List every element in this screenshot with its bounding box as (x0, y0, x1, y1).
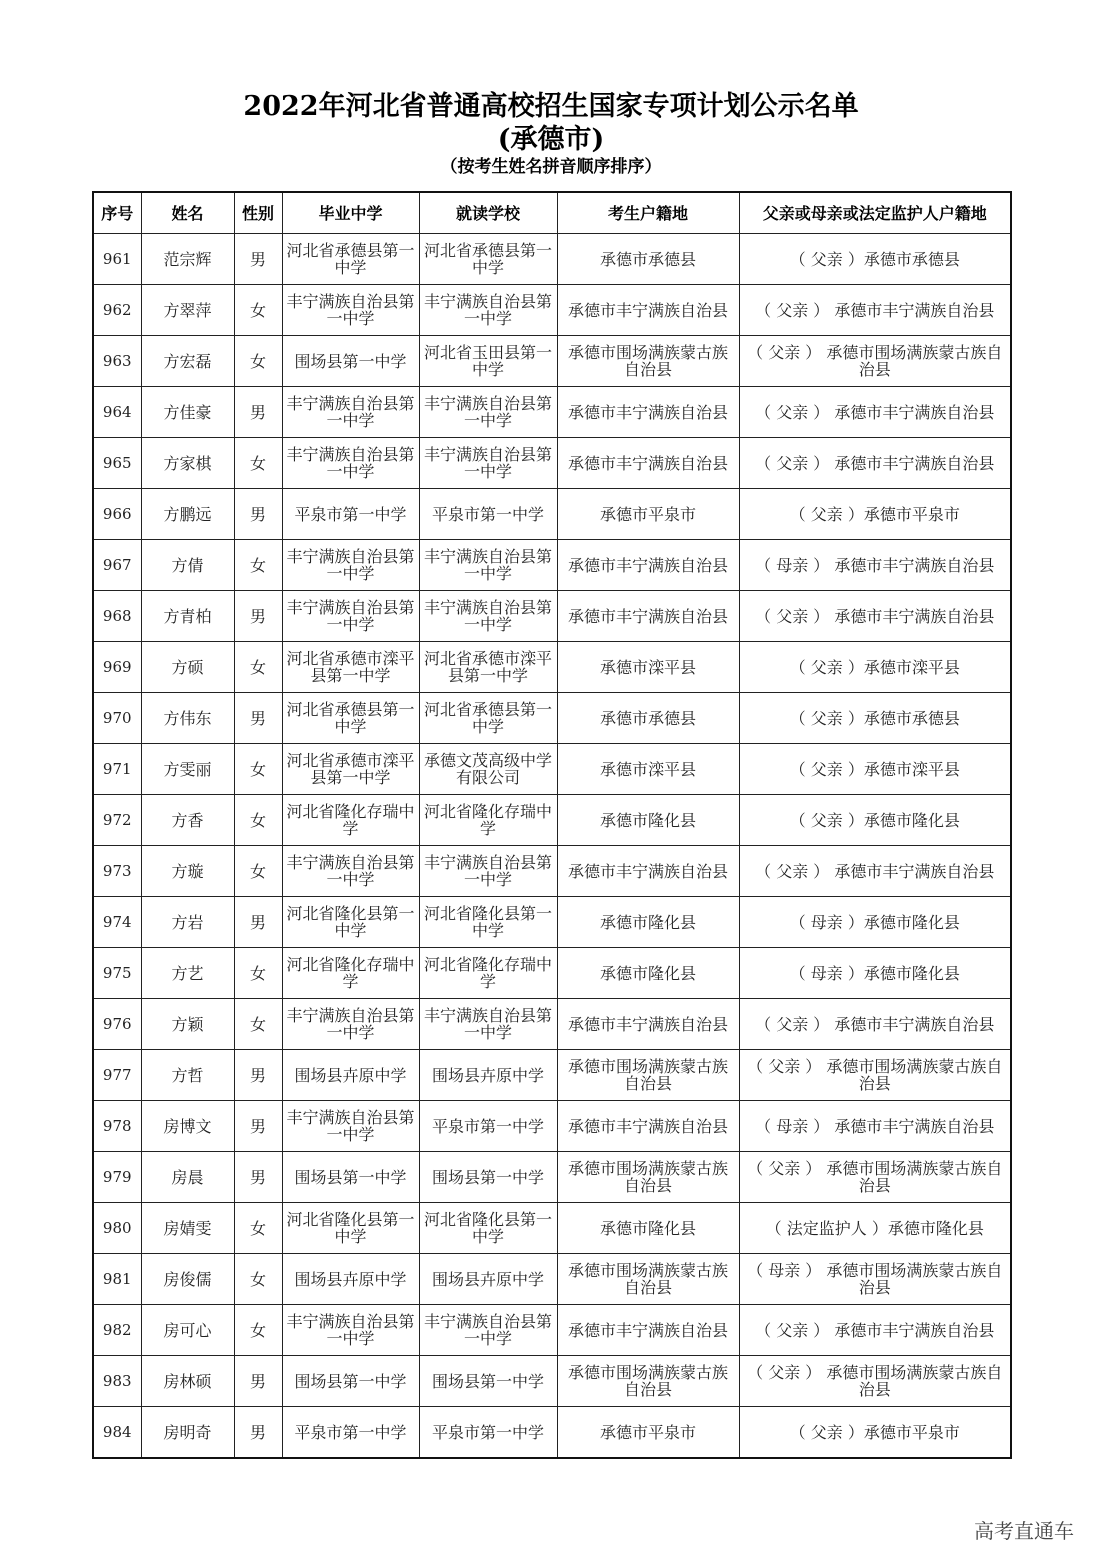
cell-gender: 女 (234, 795, 282, 846)
cell-current-school: 河北省隆化存瑞中学 (419, 948, 557, 999)
cell-name: 方艺 (141, 948, 234, 999)
cell-gender: 男 (234, 234, 282, 285)
cell-current-school: 丰宁满族自治县第一中学 (419, 540, 557, 591)
cell-gender: 女 (234, 540, 282, 591)
cell-current-school: 河北省隆化存瑞中学 (419, 795, 557, 846)
cell-index: 973 (93, 846, 141, 897)
cell-name: 房婧雯 (141, 1203, 234, 1254)
table-row (93, 1152, 1011, 1203)
table-row (93, 1203, 1011, 1254)
cell-gender: 女 (234, 948, 282, 999)
cell-guardian-hukou: （ 父亲 ）承德市承德县 (739, 234, 1011, 285)
cell-index: 963 (93, 336, 141, 387)
cell-student-hukou: 承德市丰宁满族自治县 (557, 999, 739, 1050)
cell-name: 方佳豪 (141, 387, 234, 438)
cell-gender: 男 (234, 387, 282, 438)
cell-guardian-hukou: （ 父亲 ）承德市承德县 (739, 693, 1011, 744)
cell-gender: 女 (234, 642, 282, 693)
cell-student-hukou: 承德市平泉市 (557, 1407, 739, 1459)
cell-current-school: 河北省承德县第一中学 (419, 234, 557, 285)
cell-name: 方青柏 (141, 591, 234, 642)
header-row (93, 192, 1011, 234)
table-row (93, 1356, 1011, 1407)
cell-name: 房明奇 (141, 1407, 234, 1459)
cell-gender: 男 (234, 1356, 282, 1407)
cell-graduated-school: 丰宁满族自治县第一中学 (282, 1305, 419, 1356)
cell-index: 983 (93, 1356, 141, 1407)
cell-current-school: 围场县第一中学 (419, 1152, 557, 1203)
cell-guardian-hukou: （ 母亲 ）承德市隆化县 (739, 897, 1011, 948)
cell-name: 方香 (141, 795, 234, 846)
cell-graduated-school: 河北省隆化县第一中学 (282, 1203, 419, 1254)
roster-table (92, 191, 1012, 1459)
cell-current-school: 河北省隆化县第一中学 (419, 897, 557, 948)
cell-student-hukou: 承德市围场满族蒙古族自治县 (557, 1254, 739, 1305)
table-row (93, 795, 1011, 846)
table-row (93, 285, 1011, 336)
cell-student-hukou: 承德市丰宁满族自治县 (557, 540, 739, 591)
cell-name: 方颖 (141, 999, 234, 1050)
cell-index: 964 (93, 387, 141, 438)
table-row (93, 744, 1011, 795)
cell-index: 979 (93, 1152, 141, 1203)
table-row (93, 846, 1011, 897)
cell-student-hukou: 承德市丰宁满族自治县 (557, 591, 739, 642)
cell-graduated-school: 围场县第一中学 (282, 336, 419, 387)
col-header-guardian-hukou: 父亲或母亲或法定监护人户籍地 (739, 192, 1011, 234)
table-row (93, 999, 1011, 1050)
cell-current-school: 丰宁满族自治县第一中学 (419, 387, 557, 438)
cell-gender: 男 (234, 693, 282, 744)
cell-current-school: 河北省承德市滦平县第一中学 (419, 642, 557, 693)
cell-graduated-school: 河北省承德县第一中学 (282, 693, 419, 744)
table-row (93, 897, 1011, 948)
cell-gender: 男 (234, 1101, 282, 1152)
cell-index: 976 (93, 999, 141, 1050)
cell-graduated-school: 丰宁满族自治县第一中学 (282, 285, 419, 336)
cell-guardian-hukou: （ 父亲 ） 承德市围场满族蒙古族自治县 (739, 1050, 1011, 1101)
cell-gender: 男 (234, 1407, 282, 1459)
cell-index: 978 (93, 1101, 141, 1152)
cell-index: 984 (93, 1407, 141, 1459)
cell-current-school: 围场县卉原中学 (419, 1050, 557, 1101)
cell-name: 方倩 (141, 540, 234, 591)
cell-student-hukou: 承德市丰宁满族自治县 (557, 846, 739, 897)
cell-student-hukou: 承德市滦平县 (557, 642, 739, 693)
cell-name: 房林硕 (141, 1356, 234, 1407)
cell-student-hukou: 承德市丰宁满族自治县 (557, 1305, 739, 1356)
cell-name: 方家棋 (141, 438, 234, 489)
cell-gender: 女 (234, 438, 282, 489)
cell-index: 966 (93, 489, 141, 540)
table-row (93, 1050, 1011, 1101)
cell-current-school: 丰宁满族自治县第一中学 (419, 999, 557, 1050)
cell-current-school: 河北省隆化县第一中学 (419, 1203, 557, 1254)
table-row (93, 1101, 1011, 1152)
cell-index: 977 (93, 1050, 141, 1101)
cell-graduated-school: 围场县第一中学 (282, 1152, 419, 1203)
cell-current-school: 围场县卉原中学 (419, 1254, 557, 1305)
cell-guardian-hukou: （ 父亲 ） 承德市丰宁满族自治县 (739, 438, 1011, 489)
cell-name: 方鹏远 (141, 489, 234, 540)
cell-guardian-hukou: （ 法定监护人 ）承德市隆化县 (739, 1203, 1011, 1254)
cell-name: 房晨 (141, 1152, 234, 1203)
cell-guardian-hukou: （ 父亲 ） 承德市丰宁满族自治县 (739, 285, 1011, 336)
cell-index: 970 (93, 693, 141, 744)
cell-student-hukou: 承德市隆化县 (557, 795, 739, 846)
cell-index: 975 (93, 948, 141, 999)
cell-guardian-hukou: （ 父亲 ） 承德市丰宁满族自治县 (739, 1305, 1011, 1356)
cell-current-school: 丰宁满族自治县第一中学 (419, 285, 557, 336)
col-header-student-hukou: 考生户籍地 (557, 192, 739, 234)
cell-name: 房博文 (141, 1101, 234, 1152)
watermark: 高考直通车 (974, 1519, 1074, 1543)
page-title: 2022年河北省普通高校招生国家专项计划公示名单 (243, 91, 859, 122)
cell-name: 方伟东 (141, 693, 234, 744)
cell-graduated-school: 河北省隆化存瑞中学 (282, 948, 419, 999)
cell-gender: 男 (234, 897, 282, 948)
cell-guardian-hukou: （ 父亲 ）承德市隆化县 (739, 795, 1011, 846)
col-header-name: 姓名 (141, 192, 234, 234)
cell-student-hukou: 承德市承德县 (557, 693, 739, 744)
cell-current-school: 丰宁满族自治县第一中学 (419, 438, 557, 489)
cell-graduated-school: 丰宁满族自治县第一中学 (282, 438, 419, 489)
cell-name: 房俊儒 (141, 1254, 234, 1305)
cell-student-hukou: 承德市丰宁满族自治县 (557, 387, 739, 438)
cell-name: 方岩 (141, 897, 234, 948)
cell-student-hukou: 承德市丰宁满族自治县 (557, 438, 739, 489)
cell-name: 范宗辉 (141, 234, 234, 285)
cell-student-hukou: 承德市丰宁满族自治县 (557, 285, 739, 336)
cell-index: 972 (93, 795, 141, 846)
cell-graduated-school: 围场县卉原中学 (282, 1254, 419, 1305)
cell-name: 方硕 (141, 642, 234, 693)
cell-gender: 女 (234, 1305, 282, 1356)
cell-student-hukou: 承德市围场满族蒙古族自治县 (557, 1356, 739, 1407)
cell-guardian-hukou: （ 母亲 ）承德市隆化县 (739, 948, 1011, 999)
table-row (93, 387, 1011, 438)
page-subtitle: (承德市) (497, 124, 605, 155)
cell-student-hukou: 承德市平泉市 (557, 489, 739, 540)
cell-graduated-school: 丰宁满族自治县第一中学 (282, 387, 419, 438)
cell-gender: 男 (234, 1152, 282, 1203)
cell-current-school: 平泉市第一中学 (419, 1407, 557, 1459)
cell-student-hukou: 承德市隆化县 (557, 948, 739, 999)
cell-guardian-hukou: （ 母亲 ） 承德市围场满族蒙古族自治县 (739, 1254, 1011, 1305)
cell-student-hukou: 承德市围场满族蒙古族自治县 (557, 1050, 739, 1101)
cell-current-school: 河北省玉田县第一中学 (419, 336, 557, 387)
cell-current-school: 平泉市第一中学 (419, 1101, 557, 1152)
col-header-index: 序号 (93, 192, 141, 234)
cell-index: 967 (93, 540, 141, 591)
cell-guardian-hukou: （ 父亲 ） 承德市丰宁满族自治县 (739, 591, 1011, 642)
cell-current-school: 丰宁满族自治县第一中学 (419, 591, 557, 642)
cell-index: 962 (93, 285, 141, 336)
col-header-current-school: 就读学校 (419, 192, 557, 234)
cell-name: 方宏磊 (141, 336, 234, 387)
cell-gender: 女 (234, 846, 282, 897)
table-row (93, 438, 1011, 489)
table-row (93, 1305, 1011, 1356)
cell-gender: 女 (234, 1203, 282, 1254)
cell-current-school: 河北省承德县第一中学 (419, 693, 557, 744)
cell-guardian-hukou: （ 母亲 ） 承德市丰宁满族自治县 (739, 540, 1011, 591)
sort-note: （按考生姓名拼音顺序排序） (440, 157, 662, 177)
cell-guardian-hukou: （ 父亲 ） 承德市丰宁满族自治县 (739, 999, 1011, 1050)
cell-guardian-hukou: （ 父亲 ） 承德市丰宁满族自治县 (739, 846, 1011, 897)
cell-graduated-school: 平泉市第一中学 (282, 1407, 419, 1459)
cell-student-hukou: 承德市隆化县 (557, 1203, 739, 1254)
cell-graduated-school: 平泉市第一中学 (282, 489, 419, 540)
col-header-graduated-school: 毕业中学 (282, 192, 419, 234)
cell-index: 974 (93, 897, 141, 948)
cell-graduated-school: 围场县第一中学 (282, 1356, 419, 1407)
table-row (93, 693, 1011, 744)
cell-guardian-hukou: （ 父亲 ） 承德市围场满族蒙古族自治县 (739, 336, 1011, 387)
cell-guardian-hukou: （ 父亲 ）承德市平泉市 (739, 1407, 1011, 1459)
cell-guardian-hukou: （ 父亲 ） 承德市围场满族蒙古族自治县 (739, 1356, 1011, 1407)
cell-gender: 女 (234, 744, 282, 795)
cell-gender: 女 (234, 285, 282, 336)
cell-current-school: 丰宁满族自治县第一中学 (419, 1305, 557, 1356)
table-row (93, 642, 1011, 693)
cell-index: 965 (93, 438, 141, 489)
table-row (93, 948, 1011, 999)
cell-student-hukou: 承德市丰宁满族自治县 (557, 1101, 739, 1152)
table-row (93, 1254, 1011, 1305)
cell-student-hukou: 承德市承德县 (557, 234, 739, 285)
cell-graduated-school: 丰宁满族自治县第一中学 (282, 540, 419, 591)
cell-guardian-hukou: （ 父亲 ）承德市滦平县 (739, 642, 1011, 693)
table-row (93, 1407, 1011, 1459)
cell-gender: 男 (234, 489, 282, 540)
cell-guardian-hukou: （ 父亲 ）承德市滦平县 (739, 744, 1011, 795)
cell-graduated-school: 丰宁满族自治县第一中学 (282, 1101, 419, 1152)
table-row (93, 234, 1011, 285)
cell-guardian-hukou: （ 父亲 ） 承德市丰宁满族自治县 (739, 387, 1011, 438)
cell-graduated-school: 河北省隆化存瑞中学 (282, 795, 419, 846)
cell-name: 方雯丽 (141, 744, 234, 795)
cell-current-school: 围场县第一中学 (419, 1356, 557, 1407)
cell-current-school: 承德文茂高级中学有限公司 (419, 744, 557, 795)
cell-guardian-hukou: （ 母亲 ） 承德市丰宁满族自治县 (739, 1101, 1011, 1152)
cell-gender: 女 (234, 999, 282, 1050)
cell-graduated-school: 丰宁满族自治县第一中学 (282, 591, 419, 642)
cell-index: 961 (93, 234, 141, 285)
cell-student-hukou: 承德市隆化县 (557, 897, 739, 948)
table-row (93, 540, 1011, 591)
cell-graduated-school: 河北省承德县第一中学 (282, 234, 419, 285)
table-row (93, 591, 1011, 642)
table-row (93, 489, 1011, 540)
cell-guardian-hukou: （ 父亲 ） 承德市围场满族蒙古族自治县 (739, 1152, 1011, 1203)
cell-index: 968 (93, 591, 141, 642)
cell-current-school: 丰宁满族自治县第一中学 (419, 846, 557, 897)
cell-student-hukou: 承德市滦平县 (557, 744, 739, 795)
cell-name: 方璇 (141, 846, 234, 897)
cell-graduated-school: 河北省隆化县第一中学 (282, 897, 419, 948)
cell-index: 982 (93, 1305, 141, 1356)
cell-name: 房可心 (141, 1305, 234, 1356)
cell-index: 969 (93, 642, 141, 693)
col-header-gender: 性别 (234, 192, 282, 234)
cell-gender: 女 (234, 336, 282, 387)
cell-gender: 女 (234, 1254, 282, 1305)
cell-graduated-school: 围场县卉原中学 (282, 1050, 419, 1101)
cell-graduated-school: 河北省承德市滦平县第一中学 (282, 642, 419, 693)
cell-name: 方哲 (141, 1050, 234, 1101)
cell-student-hukou: 承德市围场满族蒙古族自治县 (557, 336, 739, 387)
cell-index: 971 (93, 744, 141, 795)
cell-current-school: 平泉市第一中学 (419, 489, 557, 540)
cell-index: 980 (93, 1203, 141, 1254)
cell-gender: 男 (234, 591, 282, 642)
cell-graduated-school: 丰宁满族自治县第一中学 (282, 999, 419, 1050)
cell-gender: 男 (234, 1050, 282, 1101)
cell-graduated-school: 河北省承德市滦平县第一中学 (282, 744, 419, 795)
cell-name: 方翠萍 (141, 285, 234, 336)
cell-student-hukou: 承德市围场满族蒙古族自治县 (557, 1152, 739, 1203)
cell-index: 981 (93, 1254, 141, 1305)
cell-guardian-hukou: （ 父亲 ）承德市平泉市 (739, 489, 1011, 540)
table-row (93, 336, 1011, 387)
cell-graduated-school: 丰宁满族自治县第一中学 (282, 846, 419, 897)
